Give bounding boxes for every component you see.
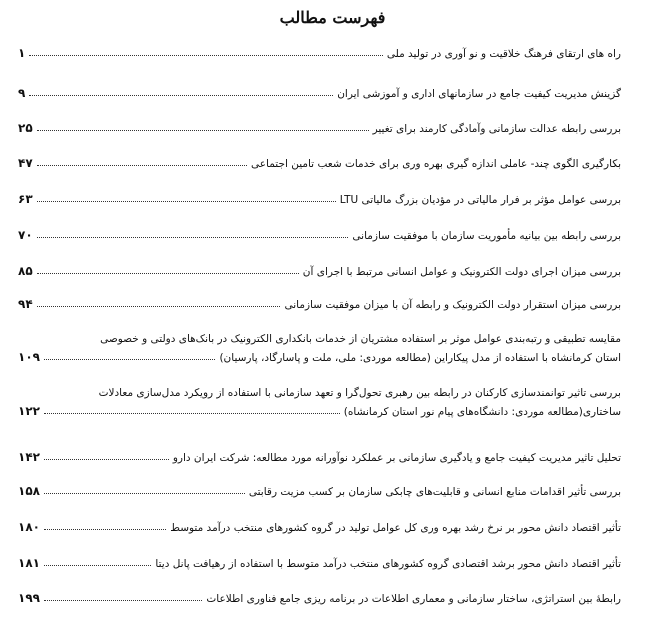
toc-entry[interactable] bbox=[18, 264, 621, 278]
toc-entry[interactable] bbox=[18, 228, 621, 242]
dot-leader bbox=[44, 458, 169, 460]
dot-leader bbox=[37, 272, 299, 274]
dot-leader bbox=[37, 129, 369, 131]
page-number: ۱۲۲ bbox=[18, 404, 40, 418]
toc-entry[interactable] bbox=[18, 591, 621, 605]
dot-leader bbox=[37, 164, 247, 166]
dot-leader bbox=[44, 358, 215, 360]
entry-title: تأثیر اقتصاد دانش محور بر نرخ رشد بهره وری کل عوامل تولید در گروه کشورهای منتخب درآمد متوسط bbox=[170, 522, 621, 534]
page-number: ۶۳ bbox=[18, 192, 33, 206]
dot-leader bbox=[44, 564, 151, 566]
entry-title: بررسی رابطه عدالت سازمانی وآمادگی کارمند برای تغییر bbox=[372, 123, 621, 135]
page-number: ۱ bbox=[18, 46, 26, 60]
dot-leader bbox=[44, 412, 340, 414]
toc-entry[interactable] bbox=[18, 520, 621, 534]
dot-leader bbox=[29, 94, 333, 96]
page-number: ۷۰ bbox=[18, 228, 33, 242]
toc-entry[interactable] bbox=[18, 450, 621, 464]
entry-title: بکارگیری الگوی چند- عاملی اندازه گیری بهره وری برای خدمات شعب تامین اجتماعی bbox=[251, 158, 621, 170]
page-number: ۲۵ bbox=[18, 121, 33, 135]
page-number: ۴۷ bbox=[18, 156, 33, 170]
dot-leader bbox=[44, 492, 245, 494]
entry-title: بررسی میزان استقرار دولت الکترونیک و رابطه آن با میزان موفقیت سازمانی bbox=[284, 299, 621, 311]
toc-entry[interactable] bbox=[18, 121, 621, 135]
entry-title: رابطهٔ بین استراتژی، ساختار سازمانی و معماری اطلاعات در برنامه ریزی جامع فناوری اطلاعات bbox=[206, 593, 621, 605]
page-number: ۹ bbox=[18, 86, 26, 100]
entry-title: بررسی میزان اجرای دولت الکترونیک و عوامل انسانی مرتبط با اجرای آن bbox=[302, 266, 621, 278]
page-number: ۱۸۰ bbox=[18, 520, 40, 534]
entry-title-line1: مقایسه تطبیقی و رتبه‌بندی عوامل موثر بر استفاده مشتریان از خدمات بانکداری الکترونیک در بانک‌های دولتی و خصوصی bbox=[100, 333, 621, 345]
dot-leader bbox=[37, 236, 349, 238]
entry-title-line1: بررسی تاثیر توانمندسازی کارکنان در رابطه بین رهبری تحول‌گرا و تعهد سازمانی با استفاده از رویکرد مدل‌سازی معادلات bbox=[98, 387, 621, 399]
dot-leader bbox=[37, 305, 281, 307]
toc-entry[interactable] bbox=[18, 46, 621, 60]
entry-title: گزینش مدیریت کیفیت جامع در سازمانهای اداری و آموزشی ایران bbox=[337, 88, 621, 100]
entry-title: بررسی عوامل مؤثر بر فرار مالیاتی در مؤدیان بزرگ مالیاتی LTU bbox=[339, 194, 621, 206]
entry-title: تحلیل تاثیر مدیریت کیفیت جامع و یادگیری سازمانی بر عملکرد نوآورانه مورد مطالعه: شرکت ایران دارو bbox=[172, 452, 621, 464]
dot-leader bbox=[29, 54, 383, 56]
toc-entry[interactable] bbox=[18, 297, 621, 311]
entry-title: بررسی رابطه بین بیانیه مأموریت سازمان با موفقیت سازمانی bbox=[352, 230, 621, 242]
dot-leader bbox=[44, 528, 166, 530]
dot-leader bbox=[37, 200, 336, 202]
entry-title: تأثیر اقتصاد دانش محور برشد اقتصادی گروه کشورهای منتخب درآمد متوسط با استفاده از رهیافت پانل دیتا bbox=[155, 558, 621, 570]
page-title: فهرست مطالب bbox=[279, 8, 386, 27]
entry-title: بررسی تأثیر اقدامات منابع انسانی و قابلیت‌های چابکی سازمان بر کسب مزیت رقابتی bbox=[248, 486, 621, 498]
page-number: ۹۴ bbox=[18, 297, 33, 311]
toc-entry[interactable] bbox=[18, 484, 621, 498]
page-number: ۱۸۱ bbox=[18, 556, 40, 570]
page-number: ۱۵۸ bbox=[18, 484, 40, 498]
toc-entry[interactable] bbox=[18, 156, 621, 170]
entry-title-line2: ساختاری(مطالعه موردی: دانشگاه‌های پیام نور استان کرمانشاه) bbox=[343, 406, 621, 418]
page-number: ۱۹۹ bbox=[18, 591, 40, 605]
page-number: ۱۰۹ bbox=[18, 350, 40, 364]
toc-entry[interactable] bbox=[18, 86, 621, 100]
dot-leader bbox=[44, 599, 202, 601]
toc-entry[interactable] bbox=[18, 192, 621, 206]
entry-title-line2: استان کرمانشاه با استفاده از مدل پیکاراین (مطالعه موردی: ملی، ملت و پاسارگاد، پارسیان) bbox=[219, 352, 621, 364]
page-number: ۱۴۲ bbox=[18, 450, 40, 464]
entry-title: راه های ارتقای فرهنگ خلاقیت و نو آوری در تولید ملی bbox=[386, 48, 621, 60]
toc-entry[interactable] bbox=[18, 333, 621, 364]
page-number: ۸۵ bbox=[18, 264, 33, 278]
toc-entry[interactable] bbox=[18, 556, 621, 570]
toc-entry[interactable] bbox=[18, 387, 621, 418]
